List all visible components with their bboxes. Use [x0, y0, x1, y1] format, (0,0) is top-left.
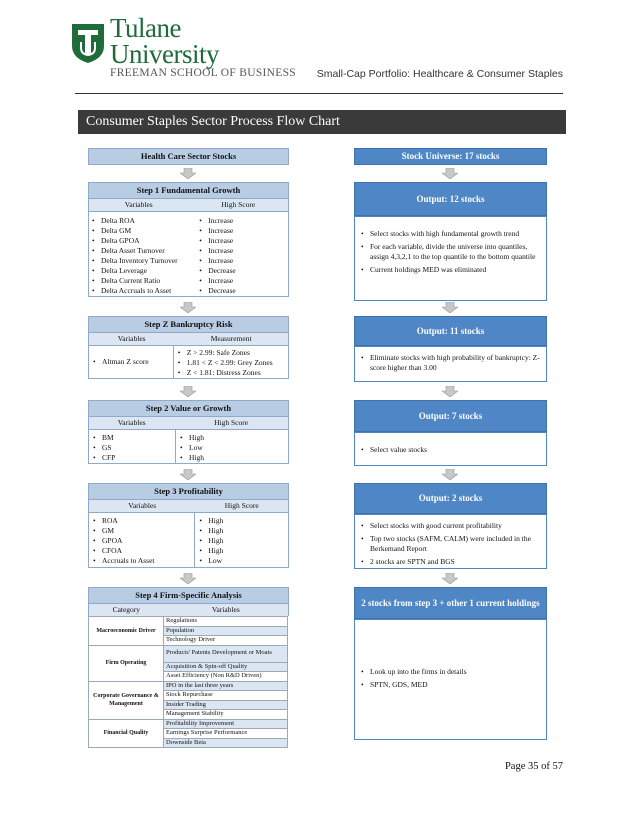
- list-item: • Increase: [199, 236, 285, 246]
- down-arrow-icon: [442, 302, 458, 313]
- list-item: • For each variable, divide the universe into quantiles, assign 4,3,2,1 to the top quantile to the bottom quantile: [361, 242, 540, 262]
- step1-col-variables: Variables: [124, 200, 153, 209]
- variable-cell: Products' Patents Development or Moats: [164, 645, 288, 662]
- list-item: • Current holdings MED was eliminated: [361, 265, 540, 275]
- variable-cell: Asset Efficiency (Non R&D Driven): [164, 672, 288, 682]
- list-item: • Increase: [199, 226, 285, 236]
- list-item: • Select stocks with high fundamental growth trend: [361, 229, 540, 239]
- down-arrow-icon: [442, 386, 458, 397]
- list-item: • Increase: [199, 246, 285, 256]
- step3-variable-list: [89, 513, 195, 567]
- list-item: • SPTN, GDS, MED: [361, 680, 467, 690]
- list-item: • 1.81 < Z < 2.99: Grey Zones: [178, 358, 284, 368]
- variable-cell: Regulations: [164, 617, 288, 627]
- list-item: • High: [199, 536, 284, 546]
- logo-school-name: FREEMAN SCHOOL OF BUSINESS: [110, 67, 296, 79]
- step4-box: [88, 587, 289, 748]
- list-item: • High: [199, 546, 284, 556]
- down-arrow-icon: [442, 573, 458, 584]
- list-item: • Delta ROA: [92, 216, 199, 226]
- list-item: • 2 stocks are SPTN and BGS: [361, 557, 540, 567]
- step4-title: Step 4 Firm-Specific Analysis: [88, 587, 289, 604]
- list-item: • ROA: [93, 516, 190, 526]
- list-item: • High: [180, 453, 284, 463]
- stepz-box: [88, 316, 289, 379]
- list-item: • Delta Current Ratio: [92, 276, 199, 286]
- stepz-column-header: [88, 333, 289, 345]
- category-cell: Macroeconomic Driver: [89, 617, 164, 646]
- list-item: • Increase: [199, 276, 285, 286]
- down-arrow-icon: [180, 573, 196, 584]
- list-item: • Delta Inventory Turnover: [92, 256, 199, 266]
- step1-box: [88, 182, 289, 297]
- step3-col-score: High Score: [224, 501, 259, 510]
- list-item: • Decrease: [199, 286, 285, 296]
- list-item: • Z < 1.81: Distress Zones: [178, 368, 284, 378]
- start-box-stock-universe: Stock Universe: 17 stocks: [354, 148, 547, 165]
- start-box-health-care: Health Care Sector Stocks: [88, 148, 289, 165]
- list-item: • BM: [93, 433, 171, 443]
- step2-col-variables: Variables: [117, 418, 146, 427]
- variable-cell: Management Stability: [164, 710, 288, 720]
- list-item: • High: [180, 433, 284, 443]
- variable-cell: Population: [164, 626, 288, 636]
- table-row: [89, 681, 288, 691]
- list-item: • Look up into the firms in details: [361, 667, 467, 677]
- variable-cell: Earnings Surprise Performance: [164, 729, 288, 739]
- down-arrow-icon: [180, 168, 196, 179]
- output5-title: 2 stocks from step 3 + other 1 current holdings: [354, 587, 547, 619]
- variable-cell: Insider Trading: [164, 700, 288, 710]
- output4-box: [354, 483, 547, 569]
- logo-wordmark-line2: University: [110, 39, 219, 69]
- variable-cell: IPO in the last three years: [164, 681, 288, 691]
- list-item: • Delta GM: [92, 226, 199, 236]
- down-arrow-icon: [180, 302, 196, 313]
- variable-cell: Profitability Improvement: [164, 719, 288, 729]
- list-item: • Increase: [199, 216, 285, 226]
- down-arrow-icon: [442, 469, 458, 480]
- step3-body: [88, 512, 289, 568]
- output2-box: [354, 316, 547, 382]
- step3-score-list: [195, 513, 288, 567]
- step4-table: [88, 616, 288, 748]
- step4-col-variables: Variables: [211, 605, 240, 614]
- tulane-shield-icon: [70, 22, 106, 64]
- list-item: • Top two stocks (SAFM, CALM) were included in the Berkemand Report: [361, 534, 540, 554]
- step1-column-header: [88, 199, 289, 211]
- output2-list: [361, 353, 540, 373]
- output1-list: [361, 229, 540, 275]
- list-item: • GPOA: [93, 536, 190, 546]
- output3-list: [361, 445, 540, 455]
- step1-title: Step 1 Fundamental Growth: [88, 182, 289, 199]
- stepz-col-variables: Variables: [117, 334, 146, 343]
- stepz-col-measurement: Measurement: [210, 334, 252, 343]
- list-item: • Delta GPOA: [92, 236, 199, 246]
- list-item: • Delta Leverage: [92, 266, 199, 276]
- step3-box: [88, 483, 289, 568]
- category-cell: Financial Quality: [89, 719, 164, 748]
- stepz-body: [88, 345, 289, 379]
- output1-box: [354, 182, 547, 301]
- step1-score-list: [199, 216, 285, 295]
- output2-title: Output: 11 stocks: [354, 316, 547, 346]
- step1-body: [88, 211, 289, 297]
- category-cell: Firm Operating: [89, 645, 164, 681]
- down-arrow-icon: [180, 469, 196, 480]
- output4-title: Output: 2 stocks: [354, 483, 547, 514]
- variable-cell: Acquisition & Spin-off Quality: [164, 662, 288, 672]
- step3-col-variables: Variables: [128, 501, 157, 510]
- step2-body: [88, 429, 289, 464]
- document-title: Small-Cap Portfolio: Healthcare & Consumer Staples: [316, 68, 563, 80]
- list-item: • Select value stocks: [361, 445, 540, 455]
- step2-column-header: [88, 417, 289, 429]
- page-number: Page 35 of 57: [504, 761, 563, 772]
- variable-cell: Technology Driver: [164, 636, 288, 646]
- list-item: • Select stocks with good current profitability: [361, 521, 540, 531]
- list-item: • Low: [199, 556, 284, 566]
- list-item: • Altman Z score: [93, 357, 149, 367]
- table-row: [89, 719, 288, 729]
- stepz-measure-list: [174, 346, 288, 378]
- down-arrow-icon: [180, 386, 196, 397]
- step4-column-header: [88, 604, 289, 616]
- category-cell: Corporate Governance & Management: [89, 681, 164, 719]
- step2-variable-list: [89, 430, 176, 463]
- header-divider: [75, 93, 563, 94]
- step2-score-list: [176, 430, 288, 463]
- list-item: • Delta Asset Turnover: [92, 246, 199, 256]
- step2-col-score: High Score: [214, 418, 249, 427]
- list-item: • High: [199, 516, 284, 526]
- step1-variable-list: [92, 216, 199, 295]
- list-item: • Low: [180, 443, 284, 453]
- output5-box: [354, 587, 547, 740]
- table-row: [89, 617, 288, 627]
- list-item: • Z > 2.99: Safe Zones: [178, 348, 284, 358]
- list-item: • Eliminate stocks with high probability of bankruptcy: Z-score higher than 3.00: [361, 353, 540, 373]
- list-item: • GS: [93, 443, 171, 453]
- list-item: • CFP: [93, 453, 171, 463]
- step4-col-category: Category: [112, 605, 141, 614]
- list-item: • CFOA: [93, 546, 190, 556]
- section-title: Consumer Staples Sector Process Flow Chart: [78, 110, 566, 134]
- step3-title: Step 3 Profitability: [88, 483, 289, 500]
- list-item: • GM: [93, 526, 190, 536]
- list-item: • Increase: [199, 256, 285, 266]
- down-arrow-icon: [442, 168, 458, 179]
- stepz-title: Step Z Bankruptcy Risk: [88, 316, 289, 333]
- variable-cell: Stock Repurchase: [164, 691, 288, 701]
- table-row: [89, 645, 288, 662]
- step1-col-score: High Score: [221, 200, 256, 209]
- logo-wordmark-line1: Tulane: [110, 13, 182, 43]
- output3-box: [354, 400, 547, 466]
- output4-list: [361, 521, 540, 567]
- output3-title: Output: 7 stocks: [354, 400, 547, 432]
- output1-title: Output: 12 stocks: [354, 182, 547, 216]
- step2-title: Step 2 Value or Growth: [88, 400, 289, 417]
- list-item: • Decrease: [199, 266, 285, 276]
- variable-cell: Downside Beta: [164, 738, 288, 748]
- step2-box: [88, 400, 289, 464]
- list-item: • High: [199, 526, 284, 536]
- output5-list: [361, 667, 467, 693]
- list-item: • Delta Accruals to Asset: [92, 286, 199, 296]
- step3-column-header: [88, 500, 289, 512]
- list-item: • Accruals to Asset: [93, 556, 190, 566]
